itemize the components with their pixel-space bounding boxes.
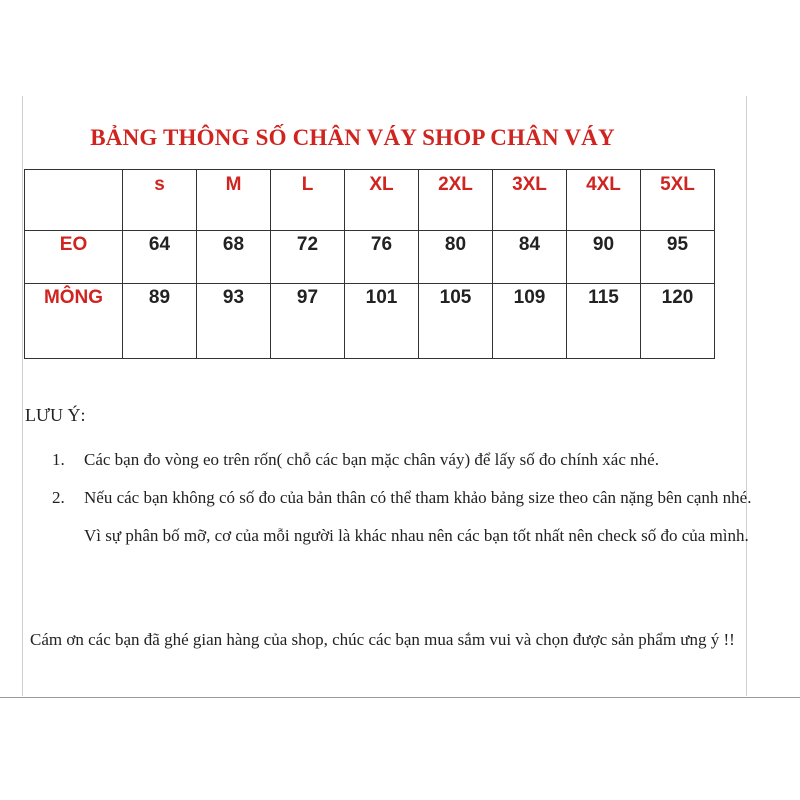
header-cell-m: M <box>197 170 271 231</box>
note-item <box>52 479 752 555</box>
table-cell: 95 <box>641 231 715 284</box>
table-cell: 115 <box>567 284 641 359</box>
table-cell: 90 <box>567 231 641 284</box>
table-cell: 89 <box>123 284 197 359</box>
header-cell-xl: XL <box>345 170 419 231</box>
notes-list <box>52 441 752 555</box>
table-cell: 72 <box>271 231 345 284</box>
header-cell-4xl: 4XL <box>567 170 641 231</box>
note-number: 1. <box>52 450 65 469</box>
note-text: Nếu các bạn không có số đo của bản thân có thể tham khảo bảng size theo cân nặng bên cạnh nhé. Vì sự phân bố mỡ, cơ của mỗi người là khác nhau nên các bạn tốt nhất nên check số đo của mình. <box>84 488 752 545</box>
table-header-row <box>25 170 715 231</box>
header-cell-l: L <box>271 170 345 231</box>
table-cell: 93 <box>197 284 271 359</box>
note-item <box>52 441 752 479</box>
page-border-left <box>22 96 23 696</box>
note-heading: LƯU Ý: <box>25 405 86 425</box>
table-cell: 109 <box>493 284 567 359</box>
page-divider <box>0 697 800 698</box>
table-cell: 76 <box>345 231 419 284</box>
page-border-right <box>746 96 747 696</box>
table-cell: 105 <box>419 284 493 359</box>
header-cell-3xl: 3XL <box>493 170 567 231</box>
table-row-eo <box>25 231 715 284</box>
row-label-eo: EO <box>25 231 123 284</box>
note-number: 2. <box>52 488 65 507</box>
table-cell: 120 <box>641 284 715 359</box>
header-cell-s: s <box>123 170 197 231</box>
table-row-mong <box>25 284 715 359</box>
size-chart-title: BẢNG THÔNG SỐ CHÂN VÁY SHOP CHÂN VÁY <box>90 125 615 150</box>
table-cell: 84 <box>493 231 567 284</box>
note-text: Các bạn đo vòng eo trên rốn( chỗ các bạn mặc chân váy) để lấy số đo chính xác nhé. <box>84 450 659 469</box>
size-table <box>24 169 715 359</box>
table-cell: 64 <box>123 231 197 284</box>
table-cell: 97 <box>271 284 345 359</box>
row-label-mong: MÔNG <box>25 284 123 359</box>
table-cell: 101 <box>345 284 419 359</box>
header-cell-empty <box>25 170 123 231</box>
header-cell-5xl: 5XL <box>641 170 715 231</box>
table-cell: 80 <box>419 231 493 284</box>
thank-you-message: Cám ơn các bạn đã ghé gian hàng của shop, chúc các bạn mua sắm vui và chọn được sản phẩm ưng ý !! <box>30 630 735 649</box>
table-cell: 68 <box>197 231 271 284</box>
header-cell-2xl: 2XL <box>419 170 493 231</box>
